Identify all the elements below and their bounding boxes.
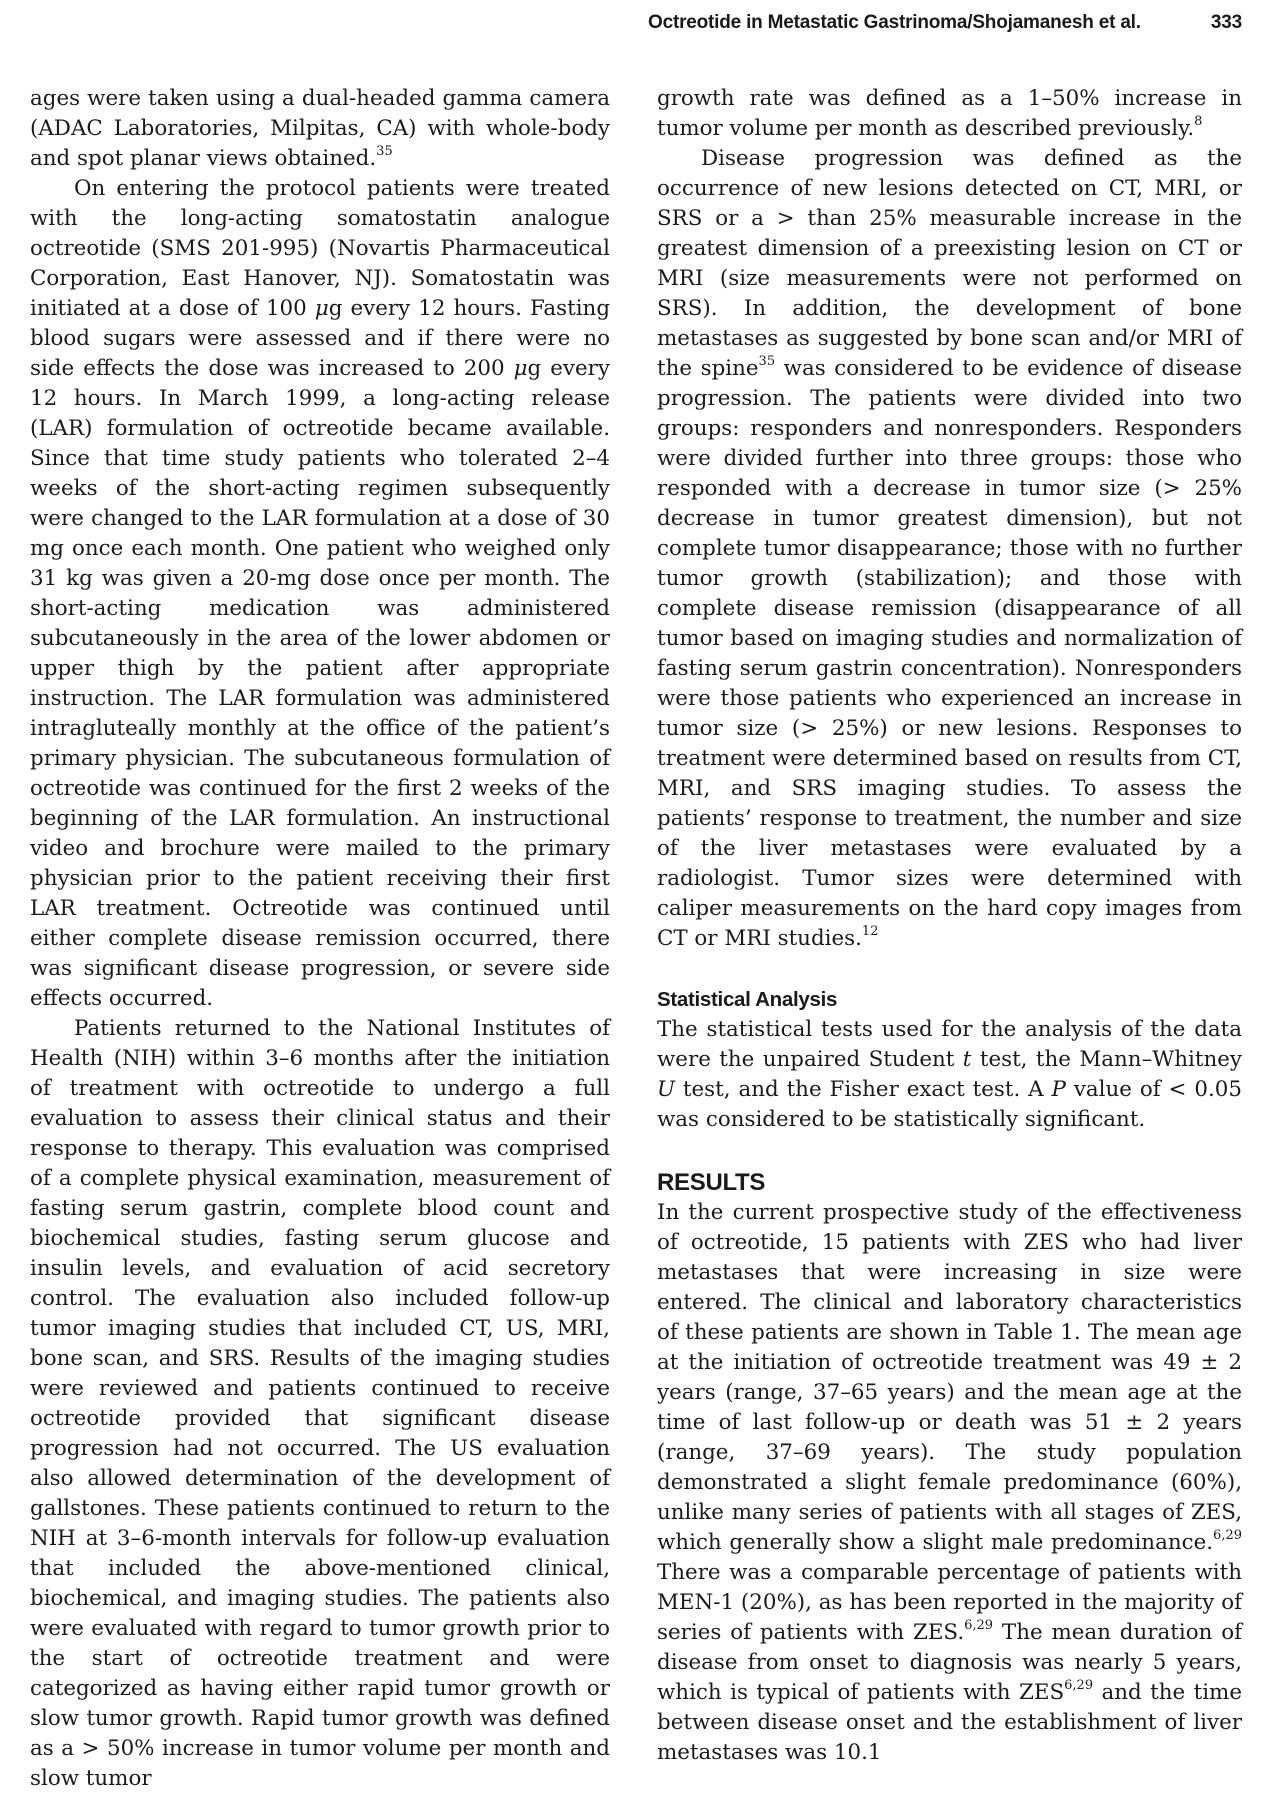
running-head-title: Octreotide in Metastatic Gastrinoma/Shojamanesh et al. [648,12,1141,33]
paragraph-statistical-analysis: The statistical tests used for the analysis of the data were the unpaired Student t test, the Mann–Whitney U test, and the Fisher exact test. A P value of < 0.05 was considered to be statistically significant. [657,1017,1242,1132]
paragraph-imaging-continued: ages were taken using a dual-headed gamma camera (ADAC Laboratories, Milpitas, CA) with whole-body and spot planar views obtained.$^{35}$ [30,86,610,171]
citation: 6,29 [1213,1527,1242,1543]
mu-symbol: μ [513,356,528,381]
paragraph-evaluation: Patients returned to the National Institutes of Health (NIH) within 3–6 months after the initiation of treatment with octreotide to undergo a full evaluation to assess their clinical status and their response to therapy. This evaluation was comprised of a complete physical examination, measurement of fasting serum gastrin, complete blood count and biochemical studies, fasting serum glucose and insulin levels, and evaluation of acid secretory control. The evaluation also included follow-up tumor imaging studies that included CT, US, MRI, bone scan, and SRS. Results of the imaging studies were reviewed and patients continued to receive octreotide provided that significant disease progression had not occurred. The US evaluation also allowed determination of the development of gallstones. These patients continued to return to the NIH at 3–6-month intervals for follow-up evaluation that included the above-mentioned clinical, biochemical, and imaging studies. The patients also were evaluated with regard to tumor growth prior to the start of octreotide treatment and were categorized as having either rapid tumor growth or slow tumor growth. Rapid tumor growth was defined as a > 50% increase in tumor volume per month and slow tumor [30,1016,610,1791]
running-head [648,8,1242,38]
page-number: 333 [1210,12,1242,33]
statistical-analysis-heading: Statistical Analysis [657,988,838,1011]
right-column [657,84,1242,1768]
results-heading: RESULTS [657,1169,766,1196]
citation: 12 [861,923,879,939]
mu-symbol: μ [314,296,329,321]
citation: 6,29 [964,1617,994,1633]
paragraph-results: In the current prospective study of the effectiveness of octreotide, 15 patients with ZES who had liver metastases that were increasing in size were entered. The clinical and laboratory characteristics of these patients are shown in Table 1. The mean age at the initiation of octreotide treatment was 49 ± 2 years (range, 37–65 years) and the mean age at the time of last follow-up or death was 51 ± 2 years (range, 37–69 years). The study population demonstrated a slight female predominance (60%), unlike many series of patients with all stages of ZES, which generally show a slight male predominance.$^{6,29}$ There was a comparable percentage of patients with MEN-1 (20%), as has been reported in the majority of series of patients with ZES.$^{6,29}$ The mean duration of disease from onset to diagnosis was nearly 5 years, which is typical of patients with ZES$^{6,29}$ and the time between disease onset and the establishment of liver metastases was 10.1 [657,1200,1242,1765]
citation: 35 [758,353,776,369]
citation: 6,29 [1064,1677,1094,1693]
paragraph-protocol: On entering the protocol patients were treated with the long-acting somatostatin analogue octreotide (SMS 201-995) (Novartis Pharmaceutical Corporation, East Hanover, NJ). Somatostatin was initiated at a dose of 100 μg every 12 hours. Fasting blood sugars were assessed and if there were no side effects the dose was increased to 200 μg every 12 hours. In March 1999, a long-acting release (LAR) formulation of octreotide became available. Since that time study patients who tolerated 2–4 weeks of the short-acting regimen subsequently were changed to the LAR formulation at a dose of 30 mg once each month. One patient who weighed only 31 kg was given a 20-mg dose once per month. The short-acting medication was administered subcutaneously in the area of the lower abdomen or upper thigh by the patient after appropriate instruction. The LAR formulation was administered intragluteally monthly at the office of the patient’s primary physician. The subcutaneous formulation of octreotide was continued for the first 2 weeks of the beginning of the LAR formulation. An instructional video and brochure were mailed to the primary physician prior to the patient receiving their first LAR treatment. Octreotide was continued until either complete disease remission occurred, there was significant disease progression, or severe side effects occurred. [30,176,611,1011]
paragraph-disease-progression: Disease progression was defined as the occurrence of new lesions detected on CT, MRI, or SRS or a > than 25% measurable increase in the greatest dimension of a preexisting lesion on CT or MRI (size measurements were not performed on SRS). In addition, the development of bone metastases as suggested by bone scan and/or MRI of the spine$^{35}$ was considered to be evidence of disease progression. The patients were divided into two groups: responders and nonresponders. Responders were divided further into three groups: those who responded with a decrease in tumor size (> 25% decrease in tumor greatest dimension), but not complete tumor disappearance; those with no further tumor growth (stabilization); and those with complete disease remission (disappearance of all tumor based on imaging studies and normalization of fasting serum gastrin concentration). Nonresponders were those patients who experienced an increase in tumor size (> 25%) or new lesions. Responses to treatment were determined based on results from CT, MRI, and SRS imaging studies. To assess the patients’ response to treatment, the number and size of the liver metastases were evaluated by a radiologist. Tumor sizes were determined with caliper measurements on the hard copy images from CT or MRI studies.$^{12}$ [657,146,1242,951]
citation: 8 [1194,113,1203,129]
left-column [30,84,610,1794]
paragraph-growth-rate: growth rate was defined as a 1–50% increase in tumor volume per month as described previously.$^8$ [657,86,1242,141]
citation: 35 [376,143,393,159]
